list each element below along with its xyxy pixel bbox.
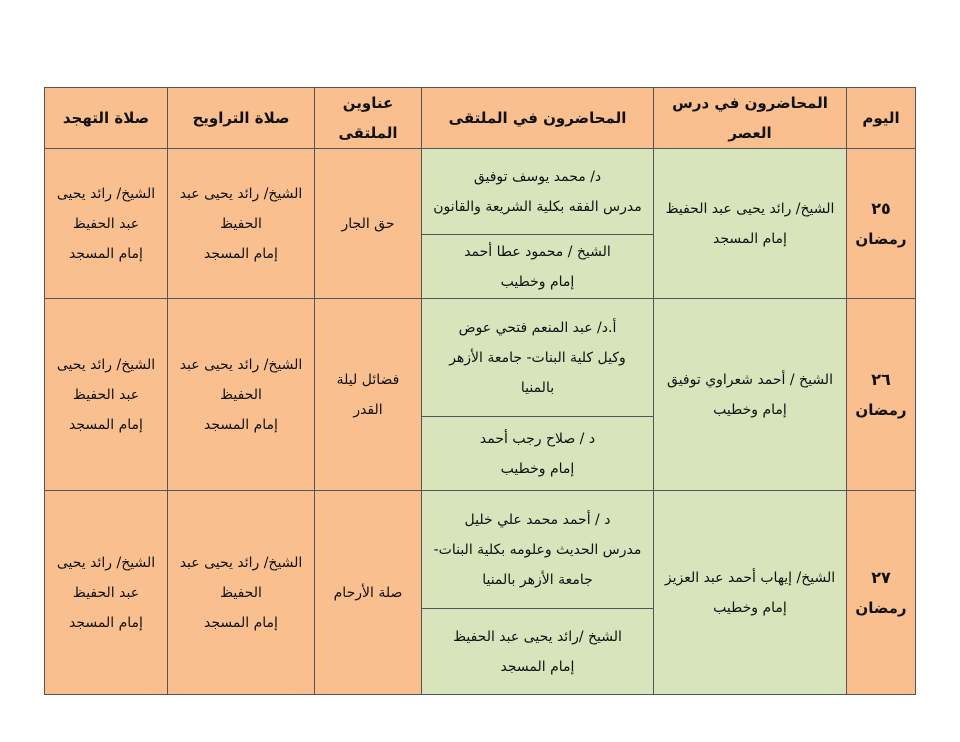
- asr-lecturer-cell-line: إمام وخطيب: [713, 599, 787, 616]
- multaqa-lecturer-cell-line: إمام وخطيب: [500, 273, 575, 290]
- multaqa-title-cell: [315, 149, 422, 299]
- multaqa-lecturer-cell-line: مدرس الفقه بكلية الشريعة والقانون: [433, 198, 642, 215]
- multaqa-title-cell: [315, 491, 422, 695]
- taraweeh-cell: [168, 299, 315, 491]
- day-cell: [847, 299, 916, 491]
- day-month: رمضان: [855, 598, 907, 617]
- multaqa-lecturer-cell-line: وكيل كلية البنات- جامعة الأزهر: [449, 349, 626, 366]
- multaqa-title-cell-line: صلة الأرحام: [333, 584, 403, 601]
- asr-lecturer-cell-line: إمام وخطيب: [713, 401, 787, 418]
- taraweeh-cell-line: الحفيظ: [220, 215, 262, 232]
- tahajjud-cell-line: الشيخ/ رائد يحيى: [56, 554, 156, 571]
- multaqa-lecturer-cell: [422, 609, 654, 695]
- header-asr-lecturers: المحاضرون في درس العصر: [654, 88, 847, 149]
- multaqa-lecturer-cell-line: د / أحمد محمد علي خليل: [464, 511, 611, 528]
- multaqa-lecturer-cell-line: إمام المسجد: [500, 658, 575, 675]
- asr-lecturer-cell: [654, 149, 847, 299]
- multaqa-lecturer-cell: [422, 149, 654, 235]
- day-number: ٢٦: [871, 369, 891, 389]
- multaqa-lecturer-cell-line: الشيخ / محمود عطا أحمد: [464, 243, 611, 260]
- multaqa-lecturer-cell-line: د/ محمد يوسف توفيق: [473, 168, 602, 185]
- taraweeh-cell-line: الحفيظ: [220, 584, 262, 601]
- tahajjud-cell: [45, 299, 168, 491]
- asr-lecturer-cell-line: الشيخ/ إيهاب أحمد عبد العزيز: [664, 569, 836, 586]
- taraweeh-cell-line: إمام المسجد: [204, 614, 278, 631]
- header-tahajjud: صلاة التهجد: [45, 88, 168, 149]
- day-cell: [847, 491, 916, 695]
- header-multaqa-lecturers: المحاضرون في الملتقى: [422, 88, 654, 149]
- schedule-body: [45, 149, 916, 695]
- tahajjud-cell-line: الشيخ/ رائد يحيى: [56, 185, 156, 202]
- tahajjud-cell: [45, 149, 168, 299]
- taraweeh-cell: [168, 149, 315, 299]
- day-month: رمضان: [855, 400, 907, 419]
- table-row: [45, 149, 916, 235]
- day-cell: [847, 149, 916, 299]
- multaqa-lecturer-cell-line: مدرس الحديث وعلومه بكلية البنات-: [433, 541, 642, 558]
- taraweeh-cell-line: الحفيظ: [220, 386, 262, 403]
- tahajjud-cell-line: الشيخ/ رائد يحيى: [56, 356, 156, 373]
- taraweeh-cell: [168, 491, 315, 695]
- asr-lecturer-cell-line: الشيخ / أحمد شعراوي توفيق: [667, 371, 833, 388]
- multaqa-lecturer-cell-line: إمام وخطيب: [500, 460, 575, 477]
- tahajjud-cell-line: عبد الحفيظ: [72, 584, 140, 601]
- multaqa-lecturer-cell-line: بالمنيا: [520, 379, 555, 396]
- asr-lecturer-cell: [654, 299, 847, 491]
- day-month: رمضان: [855, 229, 907, 248]
- multaqa-lecturer-cell-line: د / صلاح رجب أحمد: [479, 430, 596, 447]
- tahajjud-cell-line: إمام المسجد: [69, 416, 143, 433]
- header-multaqa-titles: عناوين الملتقى: [315, 88, 422, 149]
- multaqa-lecturer-cell: [422, 299, 654, 417]
- day-number: ٢٥: [871, 198, 891, 218]
- tahajjud-cell: [45, 491, 168, 695]
- tahajjud-cell-line: عبد الحفيظ: [72, 215, 140, 232]
- tahajjud-cell-line: إمام المسجد: [69, 614, 143, 631]
- multaqa-title-cell: [315, 299, 422, 491]
- asr-lecturer-cell: [654, 491, 847, 695]
- multaqa-title-cell-line: فضائل ليلة: [336, 371, 400, 388]
- multaqa-lecturer-cell-line: جامعة الأزهر بالمنيا: [482, 571, 593, 588]
- multaqa-lecturer-cell-line: الشيخ /رائد يحيى عبد الحفيظ: [453, 628, 622, 645]
- asr-lecturer-cell-line: إمام المسجد: [713, 230, 787, 247]
- taraweeh-cell-line: إمام المسجد: [204, 416, 278, 433]
- table-row: [45, 299, 916, 417]
- multaqa-lecturer-cell: [422, 235, 654, 299]
- table-row: [45, 491, 916, 609]
- taraweeh-cell-line: الشيخ/ رائد يحيى عبد: [179, 356, 303, 373]
- taraweeh-cell-line: إمام المسجد: [204, 245, 278, 262]
- taraweeh-cell-line: الشيخ/ رائد يحيى عبد: [179, 554, 303, 571]
- taraweeh-cell-line: الشيخ/ رائد يحيى عبد: [179, 185, 303, 202]
- header-row: [45, 88, 916, 149]
- asr-lecturer-cell-line: الشيخ/ رائد يحيى عبد الحفيظ: [665, 200, 835, 217]
- multaqa-lecturer-cell-line: أ.د/ عبد المنعم فتحي عوض: [458, 319, 617, 336]
- header-taraweeh: صلاة التراويح: [168, 88, 315, 149]
- multaqa-lecturer-cell: [422, 491, 654, 609]
- multaqa-title-cell-line: القدر: [353, 401, 383, 418]
- header-day: اليوم: [847, 88, 916, 149]
- schedule-table: [44, 87, 916, 695]
- multaqa-title-cell-line: حق الجار: [341, 215, 395, 232]
- tahajjud-cell-line: عبد الحفيظ: [72, 386, 140, 403]
- day-number: ٢٧: [871, 567, 891, 587]
- tahajjud-cell-line: إمام المسجد: [69, 245, 143, 262]
- multaqa-lecturer-cell: [422, 417, 654, 491]
